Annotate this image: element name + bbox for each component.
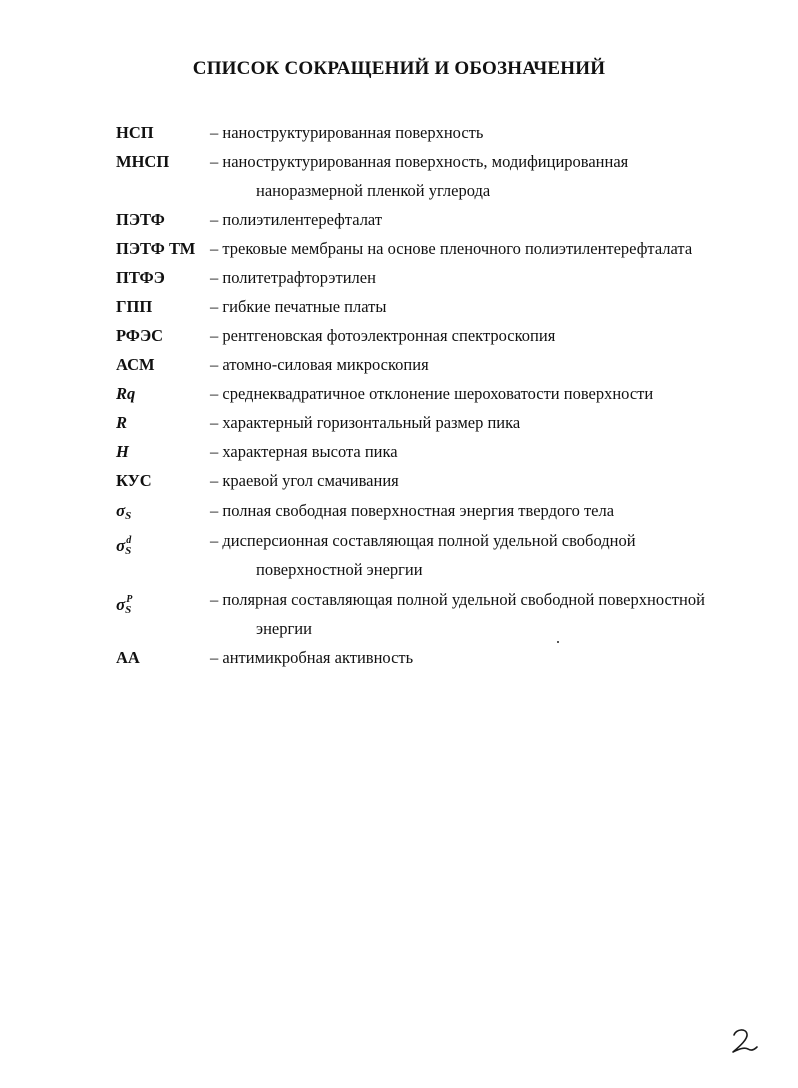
list-item bbox=[116, 350, 756, 379]
definition bbox=[210, 263, 756, 292]
definition bbox=[210, 292, 756, 321]
abbreviation: ПТФЭ bbox=[116, 268, 165, 287]
abbreviation: R bbox=[116, 413, 128, 432]
abbreviation: АСМ bbox=[116, 355, 155, 374]
definition bbox=[210, 643, 756, 672]
symbol-sigma: σ bbox=[116, 536, 126, 555]
list-item bbox=[116, 321, 756, 350]
symbol-subscript: S bbox=[125, 604, 132, 616]
definition bbox=[210, 205, 756, 234]
definition-text: – трековые мембраны на основе пленочного полиэтилентерефталата bbox=[210, 239, 693, 258]
definition bbox=[210, 408, 756, 437]
definition-continuation: наноразмерной пленкой углерода bbox=[256, 181, 491, 200]
definition-text: – полярная составляющая полной удельной свободной поверхностной bbox=[210, 590, 705, 609]
definition bbox=[210, 147, 756, 205]
definition bbox=[210, 496, 756, 525]
abbreviation: ГПП bbox=[116, 297, 153, 316]
list-item bbox=[116, 408, 756, 437]
definition-text: – антимикробная активность bbox=[210, 648, 414, 667]
definition-text: – полная свободная поверхностная энергия твердого тела bbox=[210, 501, 615, 520]
abbreviation: КУС bbox=[116, 471, 152, 490]
definition-text: – наноструктурированная поверхность, модифицированная bbox=[210, 152, 629, 171]
list-item bbox=[116, 234, 756, 263]
handwritten-page-number bbox=[730, 1026, 760, 1056]
definition-text: – среднеквадратичное отклонение шероховатости поверхности bbox=[210, 384, 654, 403]
symbol-superscript: d bbox=[126, 535, 132, 546]
abbreviation: ПЭТФ ТМ bbox=[116, 239, 196, 258]
list-item bbox=[116, 147, 756, 205]
abbreviation: МНСП bbox=[116, 152, 170, 171]
list-item bbox=[116, 585, 756, 643]
list-item bbox=[116, 496, 756, 525]
list-item bbox=[116, 292, 756, 321]
list-item bbox=[116, 526, 756, 584]
definition bbox=[210, 437, 756, 466]
definition bbox=[210, 350, 756, 379]
definition bbox=[210, 234, 756, 263]
definition-text: – гибкие печатные платы bbox=[210, 297, 387, 316]
definition-text: – краевой угол смачивания bbox=[210, 471, 399, 490]
definition-text: – атомно-силовая микроскопия bbox=[210, 355, 429, 374]
definition-continuation: поверхностной энергии bbox=[256, 560, 423, 579]
symbol-abbreviation bbox=[116, 526, 208, 566]
list-item bbox=[116, 205, 756, 234]
symbol-subscript: S bbox=[125, 510, 132, 522]
definition-text: – политетрафторэтилен bbox=[210, 268, 376, 287]
definition-text: – характерный горизонтальный размер пика bbox=[210, 413, 521, 432]
list-item bbox=[116, 263, 756, 292]
symbol-sigma: σ bbox=[116, 501, 126, 520]
definition-continuation: энергии bbox=[256, 619, 312, 638]
definition bbox=[210, 118, 756, 147]
abbreviation: ПЭТФ bbox=[116, 210, 165, 229]
definition-text: – дисперсионная составляющая полной удельной свободной bbox=[210, 531, 636, 550]
abbreviation: РФЭС bbox=[116, 326, 164, 345]
list-item bbox=[116, 466, 756, 495]
definition-text: – характерная высота пика bbox=[210, 442, 398, 461]
definition bbox=[210, 526, 756, 584]
definition bbox=[210, 585, 756, 643]
list-item bbox=[116, 118, 756, 147]
list-item bbox=[116, 643, 756, 672]
abbreviation-list bbox=[116, 118, 756, 672]
symbol-subscript: S bbox=[125, 545, 132, 557]
abbreviation: НСП bbox=[116, 123, 154, 142]
list-item bbox=[116, 379, 756, 408]
definition-text: – наноструктурированная поверхность bbox=[210, 123, 484, 142]
symbol-sigma: σ bbox=[116, 595, 126, 614]
definition bbox=[210, 379, 756, 408]
definition-text: – рентгеновская фотоэлектронная спектроскопия bbox=[210, 326, 556, 345]
definition-text: – полиэтилентерефталат bbox=[210, 210, 383, 229]
abbreviation: АА bbox=[116, 648, 140, 667]
abbreviation: Rq bbox=[116, 384, 136, 403]
definition bbox=[210, 321, 756, 350]
abbreviation: H bbox=[116, 442, 129, 461]
list-item bbox=[116, 437, 756, 466]
page-title: СПИСОК СОКРАЩЕНИЙ И ОБОЗНАЧЕНИЙ bbox=[192, 58, 606, 79]
stray-dot bbox=[557, 641, 559, 643]
definition bbox=[210, 466, 756, 495]
symbol-superscript: P bbox=[126, 594, 133, 605]
symbol-abbreviation bbox=[116, 585, 208, 625]
